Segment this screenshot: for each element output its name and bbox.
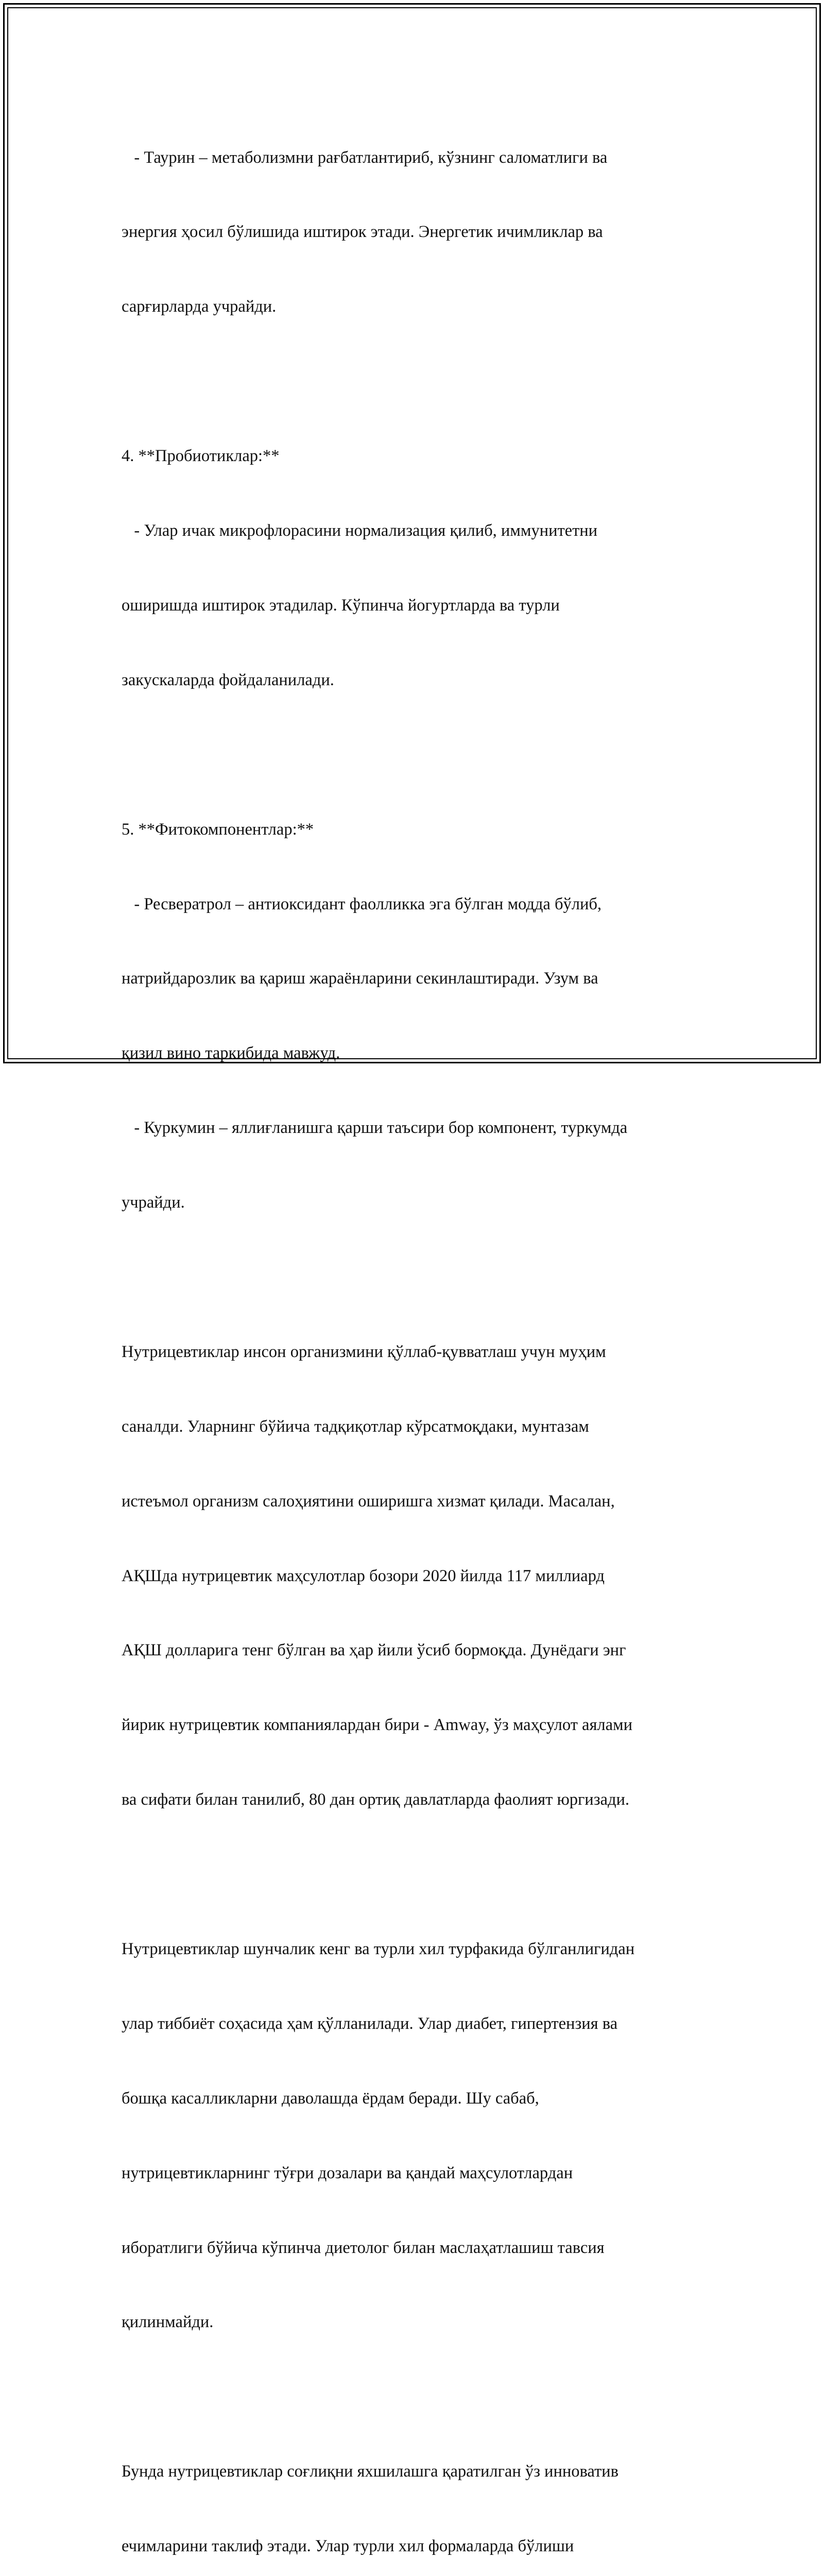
text-line: АҚШ долларига тенг бўлган ва ҳар йили ўсиб бормоқда. Дунёдаги энг [122, 1641, 626, 1660]
paragraph-gap [122, 1265, 719, 1290]
paragraph-medicine [122, 1887, 719, 2384]
paragraph-gap [122, 2384, 719, 2409]
paragraph-taurine [122, 95, 719, 369]
paragraph-importance [122, 1290, 719, 1862]
paragraph-phytocomponents [122, 767, 719, 1265]
text-line: натрийдарозлик ва қариш жараёнларини секинлаштиради. Узум ва [122, 969, 598, 988]
text-line: энергия ҳосил бўлишида иштирок этади. Энергетик ичимликлар ва [122, 223, 603, 242]
text-line: бошқа касалликларни даволашда ёрдам беради. Шу сабаб, [122, 2089, 539, 2108]
text-line: ечимларини таклиф этади. Улар турли хил формаларда бўлиши [122, 2537, 574, 2556]
paragraph-probiotics [122, 394, 719, 742]
text-line: нутрицевтикларнинг тўғри дозалари ва қандай маҳсулотлардан [122, 2163, 573, 2182]
text-line: оширишда иштирок этадилар. Кўпинча йогуртларда ва турли [122, 596, 560, 615]
section-heading: 4. **Пробиотиклар:** [122, 447, 280, 466]
text-line: саналди. Уларнинг бўйича тадқиқотлар кўрсатмоқдаки, мунтазам [122, 1417, 589, 1436]
text-line: йирик нутрицевтик компаниялардан бири - Amway, ўз маҳсулот аялами [122, 1716, 632, 1735]
text-line: қилинмайди. [122, 2313, 214, 2332]
text-line: АҚШда нутрицевтик маҳсулотлар бозори 2020 йилда 117 миллиард [122, 1566, 605, 1585]
text-line: қизил вино таркибида мавжуд. [122, 1044, 340, 1063]
section-heading: 5. **Фитокомпонентлар:** [122, 820, 314, 839]
text-line: - Куркумин – яллиғланишга қарши таъсири бор компонент, туркумда [122, 1118, 628, 1138]
text-line: - Улар ичак микрофлорасини нормализация қилиб, иммунитетни [122, 521, 598, 540]
text-line: истеъмол организм салоҳиятини оширишга хизмат қилади. Масалан, [122, 1492, 615, 1511]
text-line: сарғирларда учрайди. [122, 297, 277, 316]
text-line: иборатлиги бўйича кўпинча диетолог билан маслаҳатлашиш тавсия [122, 2238, 605, 2257]
paragraph-gap [122, 742, 719, 767]
text-line: Нутрицевтиклар шунчалик кенг ва турли хил турфакида бўлганлигидан [122, 1939, 635, 1958]
text-line: закускаларда фойдаланилади. [122, 670, 334, 689]
paragraph-gap [122, 369, 719, 394]
text-line: Бунда нутрицевтиклар соғлиқни яхшилашга қаратилган ўз инноватив [122, 2462, 619, 2481]
text-line: учрайди. [122, 1193, 185, 1212]
paragraph-gap [122, 1862, 719, 1887]
text-line: ва сифати билан танилиб, 80 дан ортиқ давлатларда фаолият юргизади. [122, 1790, 630, 1809]
text-line: - Таурин – метаболизмни рағбатлантириб, кўзнинг саломатлиги ва [122, 148, 608, 167]
text-line: - Ресвератрол – антиоксидант фаолликка эга бўлган модда бўлиб, [122, 894, 602, 913]
text-line: Нутрицевтиклар инсон организмини қўллаб-қувватлаш учун муҳим [122, 1342, 606, 1361]
paragraph-innovations [122, 2410, 719, 2576]
text-line: улар тиббиёт соҳасида ҳам қўлланилади. Улар диабет, гипертензия ва [122, 2014, 618, 2033]
document-body [122, 95, 719, 2576]
